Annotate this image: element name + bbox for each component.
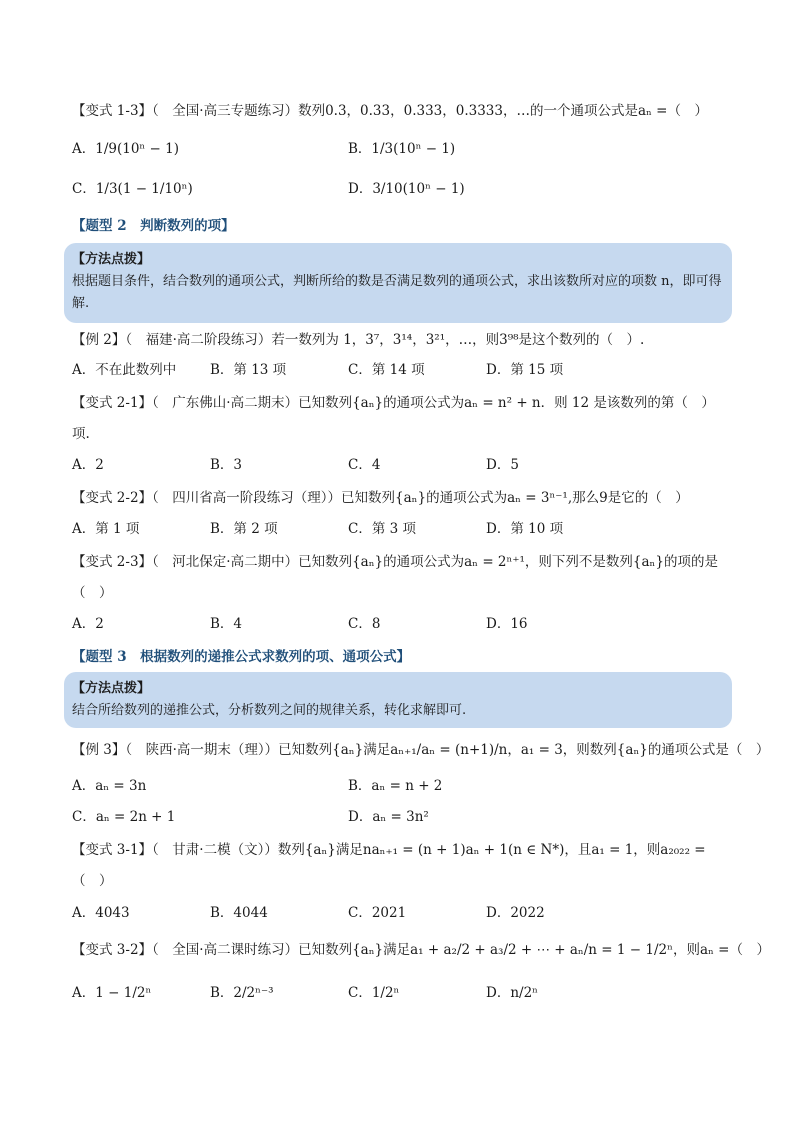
option-b: B．aₙ = n + 2 xyxy=(348,778,443,794)
option-c: C．1/2ⁿ xyxy=(348,985,400,1001)
options-v3-1 xyxy=(72,902,732,924)
options-v1-3 xyxy=(72,138,732,160)
option-c: C．第 14 项 xyxy=(348,362,425,378)
option-d: D．3/10(10ⁿ − 1) xyxy=(348,181,465,197)
question-v2-1: 【变式 2-1】（ 广东佛山·高二期末）已知数列{aₙ}的通项公式为aₙ = n² + n．则 12 是该数列的第（ ） xyxy=(72,395,715,411)
option-a: A．不在此数列中 xyxy=(72,362,177,378)
section-title-type3: 【题型 3 根据数列的递推公式求数列的项、通项公式】 xyxy=(72,649,411,665)
option-b: B．4044 xyxy=(210,905,268,921)
options-ex3-row2 xyxy=(72,806,732,828)
option-d: D．n/2ⁿ xyxy=(486,985,538,1001)
method-text: 根据题目条件，结合数列的通项公式，判断所给的数是否满足数列的通项公式，求出该数所对应的项数 n，即可得解. xyxy=(72,274,722,311)
question-v3-1-cont: （ ） xyxy=(72,873,113,889)
option-d: D．2022 xyxy=(486,905,545,921)
option-b: B．第 2 项 xyxy=(210,521,278,537)
options-v3-2 xyxy=(72,982,732,1004)
options-v1-3-row2 xyxy=(72,178,732,200)
option-a: A．2 xyxy=(72,616,104,632)
option-c: C．2021 xyxy=(348,905,407,921)
option-c: C．4 xyxy=(348,457,381,473)
question-ex3: 【例 3】（ 陕西·高一期末（理））已知数列{aₙ}满足aₙ₊₁/aₙ = (n+1)/n，a₁ = 3，则数列{aₙ}的通项公式是（ ） xyxy=(72,742,770,758)
options-ex2 xyxy=(72,359,732,381)
option-a: A．1 − 1/2ⁿ xyxy=(72,985,152,1001)
option-a: A．aₙ = 3n xyxy=(72,778,147,794)
method-box-type3 xyxy=(64,672,732,728)
method-box-type2 xyxy=(64,243,732,323)
options-v2-3 xyxy=(72,613,732,635)
method-title: 【方法点拨】 xyxy=(72,252,151,267)
option-c: C．1/3(1 − 1/10ⁿ) xyxy=(72,181,193,197)
question-v1-3: 【变式 1-3】（ 全国·高三专题练习）数列0.3，0.33，0.333，0.3333，…的一个通项公式是aₙ =（ ） xyxy=(72,103,708,119)
option-b: B．2/2ⁿ⁻³ xyxy=(210,985,274,1001)
question-v2-2: 【变式 2-2】（ 四川省高一阶段练习（理））已知数列{aₙ}的通项公式为aₙ = 3ⁿ⁻¹,那么9是它的（ ） xyxy=(72,490,689,506)
option-a: A．2 xyxy=(72,457,104,473)
option-c: C．8 xyxy=(348,616,381,632)
option-a: A．第 1 项 xyxy=(72,521,140,537)
option-d: D．第 10 项 xyxy=(486,521,564,537)
option-d: D．第 15 项 xyxy=(486,362,564,378)
question-ex2: 【例 2】（ 福建·高二阶段练习）若一数列为 1，3⁷，3¹⁴，3²¹，…，则3⁹⁸是这个数列的（ ）. xyxy=(72,332,645,348)
method-title: 【方法点拨】 xyxy=(72,681,151,696)
option-d: D．5 xyxy=(486,457,519,473)
options-ex3 xyxy=(72,775,732,797)
option-c: C．第 3 项 xyxy=(348,521,417,537)
question-v3-1: 【变式 3-1】（ 甘肃·二模（文））数列{aₙ}满足naₙ₊₁ = (n + 1)aₙ + 1(n ∈ N*)，且a₁ = 1，则a₂₀₂₂ = xyxy=(72,842,706,858)
option-b: B．4 xyxy=(210,616,243,632)
method-text: 结合所给数列的递推公式，分析数列之间的规律关系，转化求解即可. xyxy=(72,703,467,718)
question-v3-2: 【变式 3-2】（ 全国·高二课时练习）已知数列{aₙ}满足a₁ + a₂/2 + a₃/2 + ⋯ + aₙ/n = 1 − 1/2ⁿ，则aₙ =（ ） xyxy=(72,942,770,958)
question-v2-1-cont: 项. xyxy=(72,426,90,442)
option-b: B．3 xyxy=(210,457,243,473)
option-b: B．1/3(10ⁿ − 1) xyxy=(348,141,456,157)
options-v2-1 xyxy=(72,454,732,476)
section-title-type2: 【题型 2 判断数列的项】 xyxy=(72,218,235,234)
options-v2-2 xyxy=(72,518,732,540)
option-c: C．aₙ = 2n + 1 xyxy=(72,809,176,825)
question-v2-3-cont: （ ） xyxy=(72,585,113,601)
option-d: D．aₙ = 3n² xyxy=(348,809,429,825)
option-b: B．第 13 项 xyxy=(210,362,287,378)
option-a: A．4043 xyxy=(72,905,130,921)
question-v2-3: 【变式 2-3】（ 河北保定·高二期中）已知数列{aₙ}的通项公式为aₙ = 2ⁿ⁺¹，则下列不是数列{aₙ}的项的是 xyxy=(72,554,718,570)
option-a: A．1/9(10ⁿ − 1) xyxy=(72,141,180,157)
option-d: D．16 xyxy=(486,616,528,632)
